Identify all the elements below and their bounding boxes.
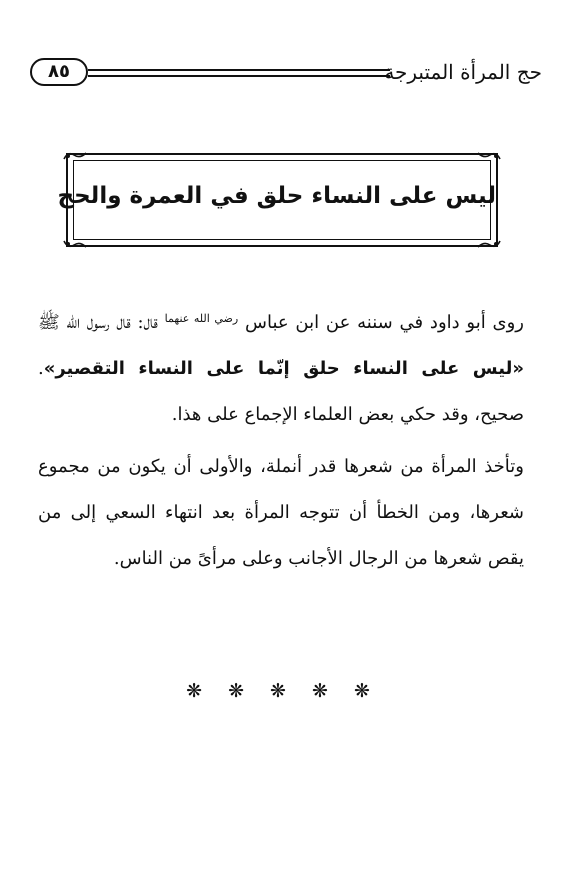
book-title: حج المرأة المتبرجة [384, 60, 542, 84]
paragraph-ruling: وتأخذ المرأة من شعرها قدر أنملة، والأولى أن يكون من مجموع شعرها، ومن الخطأ أن تتوجه المرأة بعد انتهاء السعي إلى من يقص شعرها من الرجال الأجانب وعلى مرأىً من الناس. [38, 456, 524, 569]
section-title-frame [57, 153, 498, 247]
page-number: ٨٥ [30, 58, 88, 86]
body-text [38, 296, 524, 582]
hadith-grading: . صحيح، وقد حكي بعض العلماء الإجماع على هذا. [38, 358, 524, 425]
page-header [30, 58, 542, 90]
corner-ornament-icon [476, 149, 502, 161]
narration-intro: روى أبو داود في سننه عن ابن عباس [245, 312, 524, 333]
hadith-quote: «ليس على النساء حلق إنّما على النساء التقصير» [43, 358, 524, 379]
companion-honorific: رضي الله عنهما [164, 312, 239, 325]
corner-ornament-icon [476, 239, 502, 251]
prophet-honorific: ﷺ [38, 312, 60, 333]
narration-said: قال: قال رسول الله [66, 312, 158, 333]
corner-ornament-icon [62, 239, 88, 251]
section-separator: ❋ ❋ ❋ ❋ ❋ [186, 680, 380, 702]
section-title: ليس على النساء حلق في العمرة والحج [57, 183, 496, 209]
corner-ornament-icon [62, 149, 88, 161]
paragraph-hadith [38, 296, 524, 438]
header-rule [88, 69, 390, 77]
